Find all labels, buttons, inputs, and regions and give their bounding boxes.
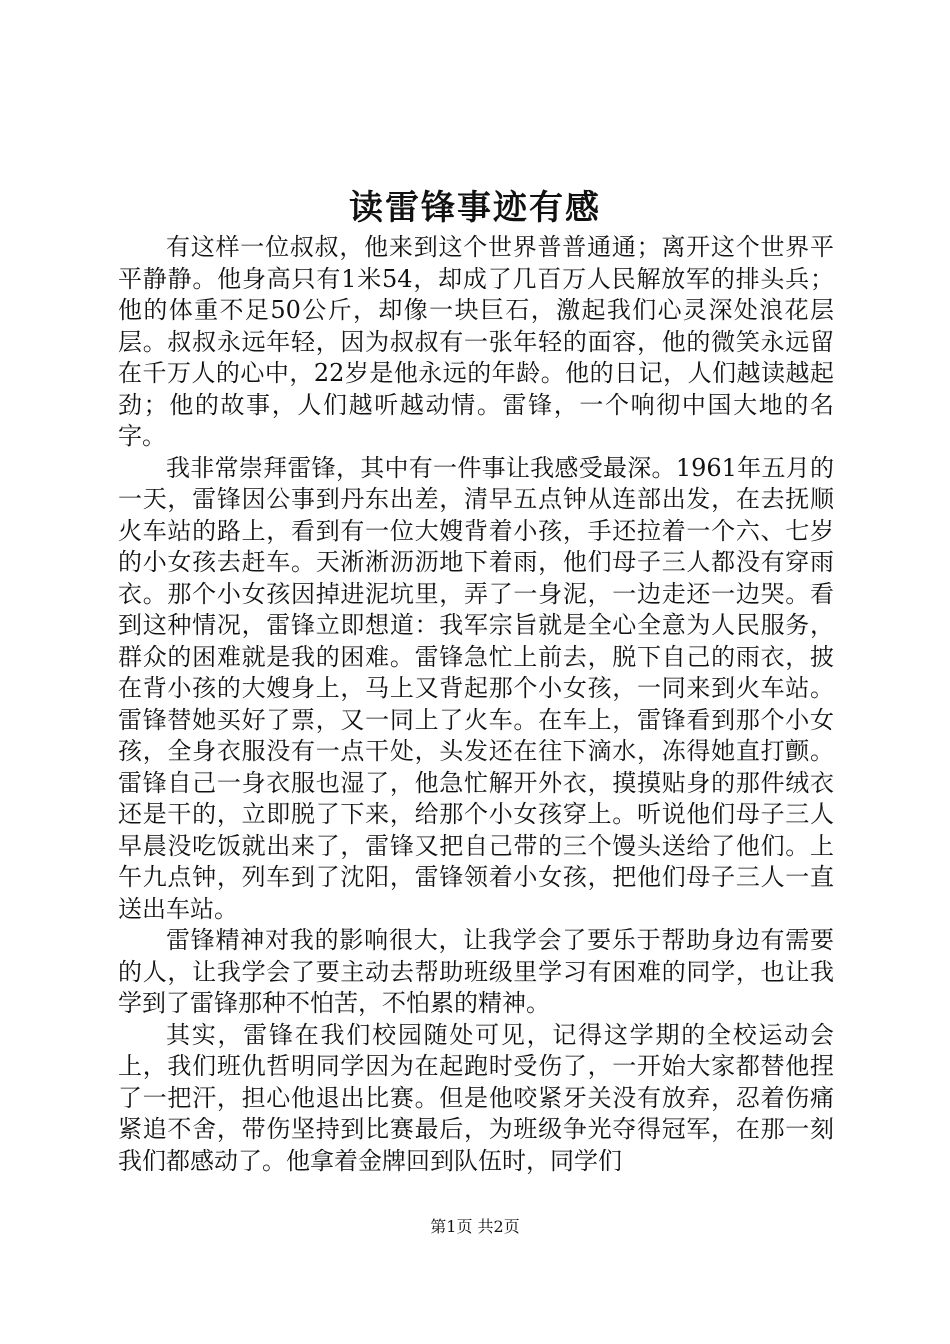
page-footer: 第1页 共2页 [430, 1217, 520, 1236]
document-title: 读雷锋事迹有感 [349, 188, 601, 228]
document-body [118, 232, 834, 1177]
paragraph-3: 雷锋精神对我的影响很大，让我学会了要乐于帮助身边有需要的人，让我学会了要主动去帮助班级里学习有困难的同学，也让我学到了雷锋那种不怕苦，不怕累的精神。 [118, 926, 834, 1017]
paragraph-1: 有这样一位叔叔，他来到这个世界普普通通；离开这个世界平平静静。他身高只有1米54，却成了几百万人民解放军的排头兵；他的体重不足50公斤，却像一块巨石，激起我们心灵深处浪花层层。叔叔永远年轻，因为叔叔有一张年轻的面容，他的微笑永远留在千万人的心中，22岁是他永远的年龄。他的日记，人们越读越起劲；他的故事，人们越听越动情。雷锋，一个响彻中国大地的名字。 [118, 233, 834, 450]
paragraph-4: 其实，雷锋在我们校园随处可见，记得这学期的全校运动会上，我们班仇哲明同学因为在起跑时受伤了，一开始大家都替他捏了一把汗，担心他退出比赛。但是他咬紧牙关没有放弃，忍着伤痛紧追不舍，带伤坚持到比赛最后，为班级争光夺得冠军，在那一刻我们都感动了。他拿着金牌回到队伍时，同学们 [118, 1020, 834, 1175]
paragraph-2: 我非常崇拜雷锋，其中有一件事让我感受最深。1961年五月的一天，雷锋因公事到丹东出差，清早五点钟从连部出发，在去抚顺火车站的路上，看到有一位大嫂背着小孩，手还拉着一个六、七岁的小女孩去赶车。天淅淅沥沥地下着雨，他们母子三人都没有穿雨衣。那个小女孩因掉进泥坑里，弄了一身泥，一边走还一边哭。看到这种情况，雷锋立即想道：我军宗旨就是全心全意为人民服务，群众的困难就是我的困难。雷锋急忙上前去，脱下自己的雨衣，披在背小孩的大嫂身上，马上又背起那个小女孩，一同来到火车站。雷锋替她买好了票，又一同上了火车。在车上，雷锋看到那个小女孩，全身衣服没有一点干处，头发还在往下滴水，冻得她直打颤。雷锋自己一身衣服也湿了，他急忙解开外衣，摸摸贴身的那件绒衣还是干的，立即脱了下来，给那个小女孩穿上。听说他们母子三人早晨没吃饭就出来了，雷锋又把自己带的三个馒头送给了他们。上午九点钟，列车到了沈阳，雷锋领着小女孩，把他们母子三人一直送出车站。 [118, 453, 834, 923]
